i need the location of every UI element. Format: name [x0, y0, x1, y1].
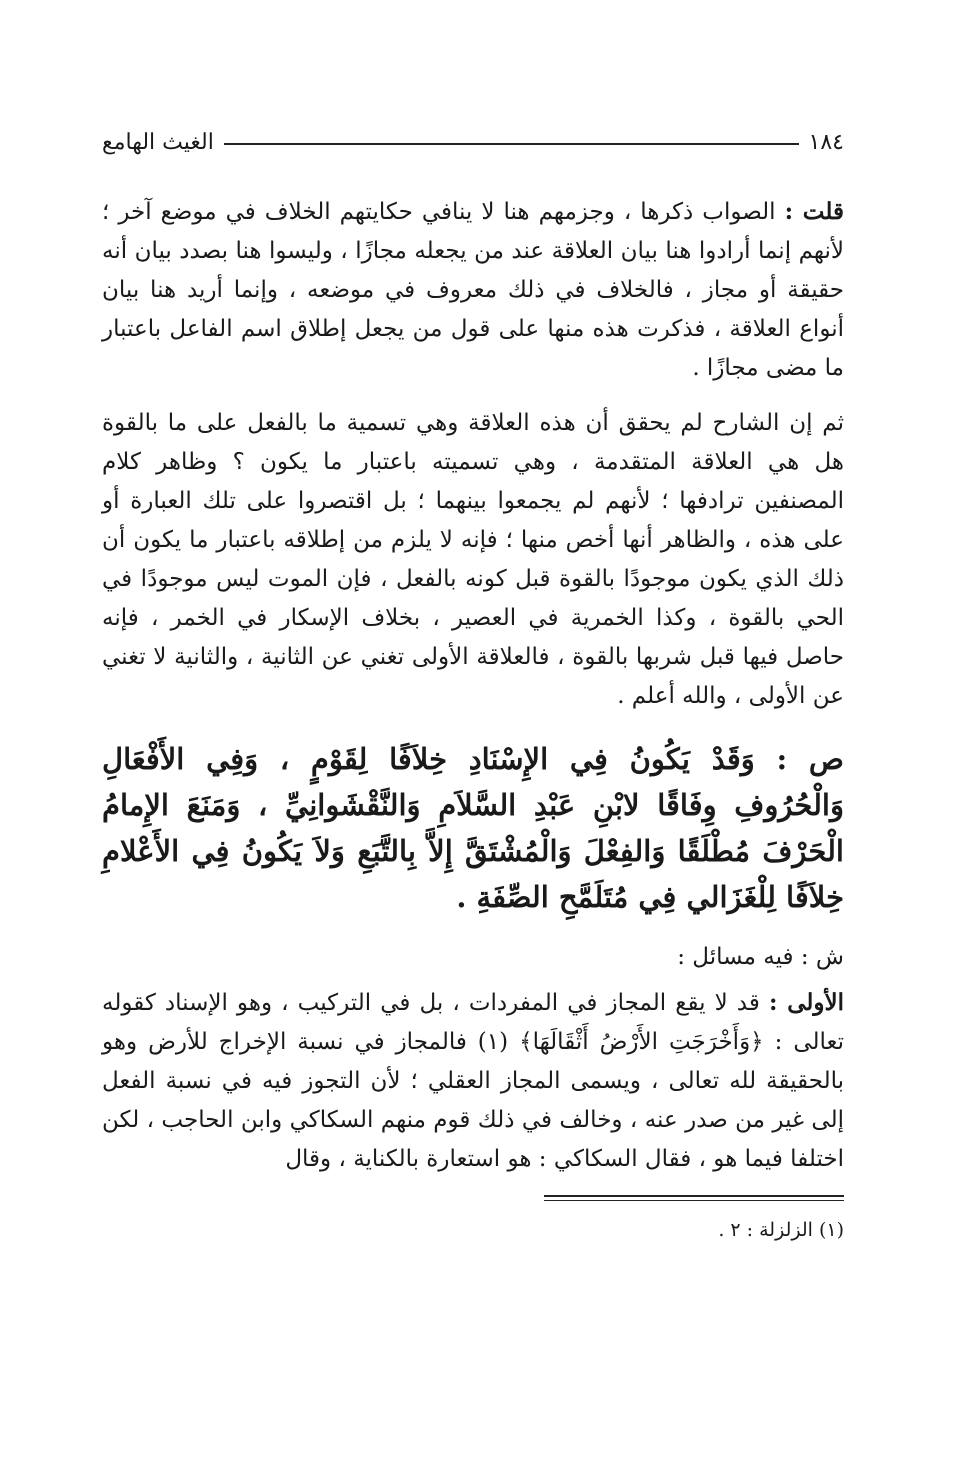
paragraph-commentary [102, 404, 844, 716]
paragraph-lead: قلت : [784, 198, 844, 225]
sharh-intro [102, 938, 844, 977]
running-title: الغيث الهامع [102, 129, 214, 155]
paragraph-text: قد لا يقع المجاز في المفردات ، بل في التركيب ، وهو الإسناد كقوله تعالى : ﴿وَأَخْرَجَتِ الأَرْضُ أَثْقَالَهَا﴾ (١) فالمجاز في نسبة الإخراج للأرض وهو بالحقيقة لله تعالى ، ويسمى المجاز العقلي ؛ لأن التجوز فيه في نسبة الفعل إلى غير من صدر عنه ، وخالف في ذلك قوم منهم السكاكي وابن الحاجب ، لكن اختلفا فيما هو ، فقال السكاكي : هو استعارة بالكناية ، وقال [102, 990, 845, 1172]
page-header [102, 120, 844, 164]
page-number: ١٨٤ [808, 129, 844, 155]
matn-line: ص : وَقَدْ يَكُونُ فِي الإِسْنَادِ خِلاَفًا لِقَوْمٍ ، وَفِي الأَفْعَالِ وَالْحُرُوفِ وِفَاقًا لابْنِ عَبْدِ السَّلاَمِ وَالنَّقْشَوانِيِّ ، وَمَنَعَ الإِمامُ الْحَرْفَ مُطْلَقًا وَالفِعْلَ وَالْمُشْتَقَّ إِلاَّ بِالتَّبَعِ وَلاَ يَكُونُ فِي الأَعْلامِ خِلاَفًا لِلْغَزَالي فِي مُتَلَمَّحِ الصِّفَةِ . [102, 742, 844, 914]
paragraph-qultu [102, 192, 844, 388]
footnote-text: (١) الزلزلة : ٢ . [718, 1219, 844, 1241]
paragraph-text: ثم إن الشارح لم يحقق أن هذه العلاقة وهي تسمية ما بالفعل على ما بالقوة هل هي العلاقة المتقدمة ، وهي تسميته باعتبار ما يكون ؟ وظاهر كلام المصنفين ترادفها ؛ لأنهم لم يجمعوا بينهما ؛ بل اقتصروا على تلك العبارة أو على هذه ، والظاهر أنها أخص منها ؛ فإنه لا يلزم من إطلاقه باعتبار ما يكون أن ذلك الذي يكون موجودًا بالقوة قبل كونه بالفعل ، فإن الموت ليس موجودًا في الحي بالقوة ، وكذا الخمرية في العصير ، بخلاف الإسكار في الخمر ، فإنه حاصل فيها قبل شربها بالقوة ، فالعلاقة الأولى تغني عن الثانية ، والثانية لا تغني عن الأولى ، والله أعلم . [102, 410, 844, 709]
paragraph-first-issue [102, 983, 844, 1179]
paragraph-lead: الأولى : [768, 989, 845, 1016]
footnote [102, 1215, 844, 1245]
paragraph-text: الصواب ذكرها ، وجزمهم هنا لا ينافي حكايتهم الخلاف في موضع آخر ؛ لأنهم إنما أرادوا هنا بيان العلاقة عند من يجعله مجازًا ، وليسوا هنا بصدد بيان أنه حقيقة أو مجاز ، فالخلاف في ذلك معروف في موضعه ، وإنما أريد هنا بيان أنواع العلاقة ، فذكرت هذه منها على قول من يجعل إطلاق اسم الفاعل باعتبار ما مضى مجازًا . [102, 199, 844, 381]
footnote-separator [544, 1195, 844, 1201]
header-rule [224, 143, 799, 145]
sharh-lead-text: ش : فيه مسائل : [677, 944, 844, 970]
book-page [102, 120, 844, 1245]
matn-text [102, 736, 844, 920]
